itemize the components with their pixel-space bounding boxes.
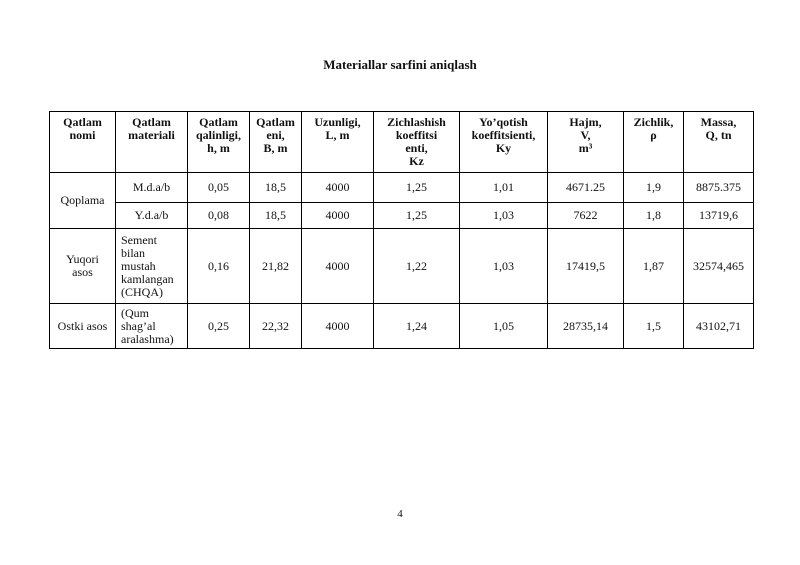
cell-density: 1,87 bbox=[624, 229, 684, 304]
cell-compaction: 1,25 bbox=[374, 173, 460, 203]
cell-mass: 13719,6 bbox=[684, 203, 754, 229]
cell-width: 22,32 bbox=[250, 304, 302, 349]
cell-mass: 43102,71 bbox=[684, 304, 754, 349]
cell-loss: 1,05 bbox=[460, 304, 548, 349]
cell-width: 18,5 bbox=[250, 203, 302, 229]
cell-density: 1,5 bbox=[624, 304, 684, 349]
table-header-row bbox=[50, 112, 754, 173]
cell-material: (Qum shag’al aralashma) bbox=[116, 304, 188, 349]
table-row bbox=[50, 229, 754, 304]
cell-material: Sement bilan mustah kamlangan (CHQA) bbox=[116, 229, 188, 304]
cell-length: 4000 bbox=[302, 229, 374, 304]
cell-length: 4000 bbox=[302, 203, 374, 229]
cell-layer-name: Qoplama bbox=[50, 173, 116, 229]
cell-thickness: 0,05 bbox=[188, 173, 250, 203]
cell-material: Y.d.a/b bbox=[116, 203, 188, 229]
cell-compaction: 1,25 bbox=[374, 203, 460, 229]
table-row bbox=[50, 304, 754, 349]
cell-density: 1,9 bbox=[624, 173, 684, 203]
table-row bbox=[50, 173, 754, 203]
cell-mass: 32574,465 bbox=[684, 229, 754, 304]
header-loss-coefficient: Yo’qotish koeffitsienti, Ky bbox=[460, 112, 548, 173]
header-width: Qatlam eni, B, m bbox=[250, 112, 302, 173]
cell-width: 18,5 bbox=[250, 173, 302, 203]
cell-volume: 4671.25 bbox=[548, 173, 624, 203]
materials-table bbox=[49, 111, 754, 349]
cell-length: 4000 bbox=[302, 173, 374, 203]
cell-compaction: 1,24 bbox=[374, 304, 460, 349]
cell-volume: 7622 bbox=[548, 203, 624, 229]
cell-loss: 1,03 bbox=[460, 203, 548, 229]
header-layer-material: Qatlam materiali bbox=[116, 112, 188, 173]
cell-compaction: 1,22 bbox=[374, 229, 460, 304]
header-layer-name: Qatlam nomi bbox=[50, 112, 116, 173]
header-length: Uzunligi, L, m bbox=[302, 112, 374, 173]
table-row bbox=[50, 203, 754, 229]
cell-mass: 8875.375 bbox=[684, 173, 754, 203]
page-title: Materiallar sarfini aniqlash bbox=[323, 57, 477, 72]
cell-volume: 28735,14 bbox=[548, 304, 624, 349]
cell-thickness: 0,16 bbox=[188, 229, 250, 304]
header-thickness: Qatlam qalinligi, h, m bbox=[188, 112, 250, 173]
cell-loss: 1,03 bbox=[460, 229, 548, 304]
cell-thickness: 0,08 bbox=[188, 203, 250, 229]
cell-layer-name: Ostki asos bbox=[50, 304, 116, 349]
cell-loss: 1,01 bbox=[460, 173, 548, 203]
cell-volume: 17419,5 bbox=[548, 229, 624, 304]
header-volume: Hajm, V, m³ bbox=[548, 112, 624, 173]
page-number: 4 bbox=[397, 508, 403, 520]
cell-length: 4000 bbox=[302, 304, 374, 349]
cell-thickness: 0,25 bbox=[188, 304, 250, 349]
cell-width: 21,82 bbox=[250, 229, 302, 304]
header-compaction-coefficient: Zichlashish koeffitsi enti, Kz bbox=[374, 112, 460, 173]
cell-density: 1,8 bbox=[624, 203, 684, 229]
cell-material: M.d.a/b bbox=[116, 173, 188, 203]
cell-layer-name: Yuqori asos bbox=[50, 229, 116, 304]
header-mass: Massa, Q, tn bbox=[684, 112, 754, 173]
header-density: Zichlik, ρ bbox=[624, 112, 684, 173]
